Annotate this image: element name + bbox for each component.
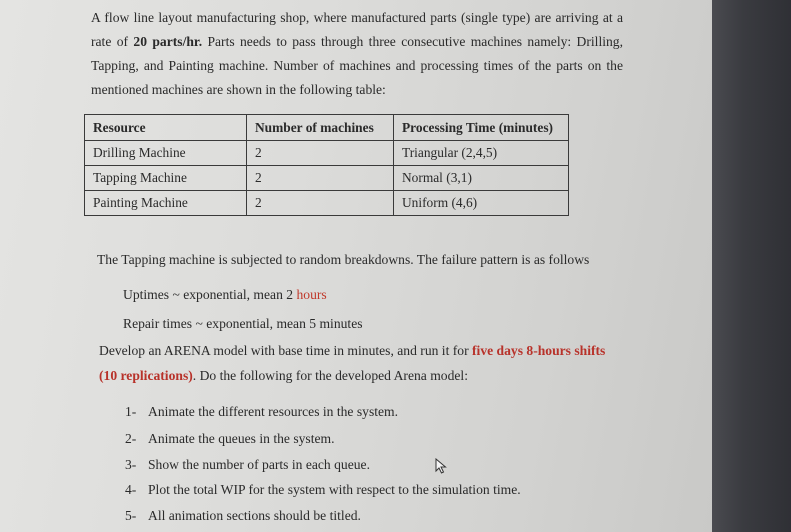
develop-line-1 bbox=[99, 343, 605, 359]
table-header-row bbox=[85, 115, 569, 141]
cell-resource: Tapping Machine bbox=[85, 166, 247, 191]
header-resource: Resource bbox=[85, 115, 247, 141]
cell-number: 2 bbox=[247, 166, 394, 191]
task-text: Animate the different resources in the system. bbox=[148, 404, 399, 419]
task-text: Plot the total WIP for the system with respect to the simulation time. bbox=[148, 482, 521, 497]
cell-resource: Painting Machine bbox=[85, 191, 247, 216]
intro-paragraph bbox=[91, 6, 623, 102]
table-row bbox=[85, 141, 569, 166]
intro-text-1: A flow line layout manufacturing shop, where manufactured parts (single type) are arriving at a rate of bbox=[91, 10, 623, 49]
task-number: 3- bbox=[125, 457, 137, 472]
cell-resource: Drilling Machine bbox=[85, 141, 247, 166]
uptimes-line bbox=[123, 287, 327, 303]
breakdown-text: The Tapping machine is subjected to random breakdowns. The failure pattern is as follows bbox=[97, 252, 590, 267]
intro-text-2: Parts needs to pass through three consecutive machines namely: Drilling, Tapping, and Painting machine. Number of machines and processing times of the parts on the mentioned machines are shown in the following table: bbox=[91, 34, 623, 97]
develop-highlight-2: (10 replications) bbox=[99, 368, 193, 383]
table-row bbox=[85, 191, 569, 216]
task-text: Animate the queues in the system. bbox=[148, 431, 335, 446]
develop-highlight-1: five days 8-hours shifts bbox=[472, 343, 606, 358]
develop-text-1: Develop an ARENA model with base time in minutes, and run it for bbox=[99, 343, 473, 358]
dark-side-panel bbox=[712, 0, 791, 532]
list-item bbox=[125, 404, 398, 420]
cell-number: 2 bbox=[247, 191, 394, 216]
list-item bbox=[125, 482, 521, 498]
list-item bbox=[125, 508, 361, 524]
task-number: 2- bbox=[125, 431, 137, 446]
cell-time: Triangular (2,4,5) bbox=[394, 141, 569, 166]
task-number: 4- bbox=[125, 482, 137, 497]
develop-text-2: . Do the following for the developed Arena model: bbox=[192, 368, 468, 383]
list-item bbox=[125, 457, 370, 473]
header-time: Processing Time (minutes) bbox=[394, 115, 569, 141]
list-item bbox=[125, 431, 335, 447]
repair-line: Repair times ~ exponential, mean 5 minutes bbox=[123, 316, 363, 331]
task-text: Show the number of parts in each queue. bbox=[148, 457, 370, 472]
develop-line-2 bbox=[99, 368, 468, 384]
task-number: 5- bbox=[125, 508, 137, 523]
uptimes-text: Uptimes ~ exponential, mean 2 bbox=[123, 287, 297, 302]
table-row bbox=[85, 166, 569, 191]
mouse-pointer-icon bbox=[435, 458, 449, 474]
cell-time: Normal (3,1) bbox=[394, 166, 569, 191]
cell-time: Uniform (4,6) bbox=[394, 191, 569, 216]
header-number: Number of machines bbox=[247, 115, 394, 141]
cell-number: 2 bbox=[247, 141, 394, 166]
task-number: 1- bbox=[125, 404, 137, 419]
task-text: All animation sections should be titled. bbox=[148, 508, 361, 523]
resource-table bbox=[84, 114, 569, 216]
arrival-rate: 20 parts/hr. bbox=[133, 34, 203, 49]
uptimes-unit: hours bbox=[296, 287, 327, 302]
